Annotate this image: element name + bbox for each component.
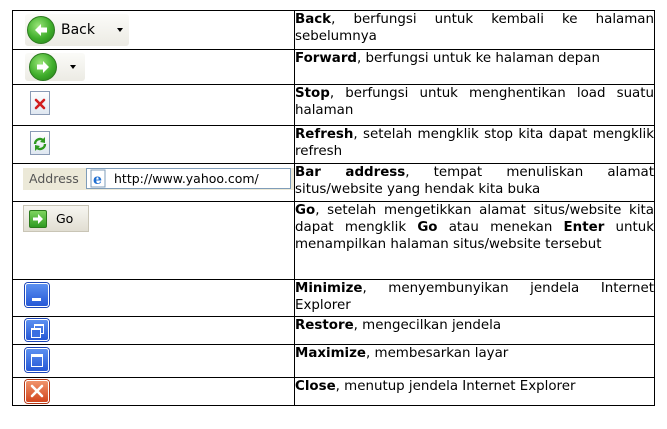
row-description: Stop, berfungsi untuk menghentikan load suatu halaman	[295, 85, 655, 126]
icon-cell	[13, 378, 295, 406]
table-row	[13, 164, 655, 202]
svg-text:e: e	[93, 172, 102, 188]
icon-cell	[13, 126, 295, 164]
stop-icon[interactable]	[30, 91, 50, 115]
row-description: Minimize, menyembunyikan jendela Internet Explorer	[295, 280, 655, 317]
browser-buttons-table	[12, 10, 655, 406]
icon-cell	[13, 85, 295, 126]
table-row	[13, 202, 655, 280]
minimize-icon[interactable]	[25, 283, 49, 307]
refresh-icon[interactable]	[30, 131, 50, 155]
row-description: Maximize, membesarkan layar	[295, 345, 655, 378]
icon-cell	[13, 50, 295, 85]
table-row	[13, 280, 655, 317]
row-description: Back, berfungsi untuk kembali ke halaman sebelumnya	[295, 11, 655, 50]
go-arrow-icon	[29, 210, 47, 228]
table-row	[13, 317, 655, 345]
table-row	[13, 85, 655, 126]
forward-button[interactable]	[25, 53, 85, 81]
row-description: Forward, berfungsi untuk ke halaman depan	[295, 50, 655, 85]
icon-cell	[13, 280, 295, 317]
icon-cell	[13, 317, 295, 345]
icon-cell	[13, 345, 295, 378]
restore-icon[interactable]	[25, 319, 49, 341]
icon-cell	[13, 11, 295, 50]
row-description: Restore, mengecilkan jendela	[295, 317, 655, 345]
go-button[interactable]	[23, 205, 89, 232]
icon-cell	[13, 202, 295, 280]
table-row	[13, 126, 655, 164]
close-icon[interactable]	[25, 380, 49, 403]
back-button[interactable]	[25, 14, 129, 46]
row-description: Refresh, setelah mengklik stop kita dapat mengklik refresh	[295, 126, 655, 164]
address-value: http://www.yahoo.com/	[114, 171, 259, 186]
table-row	[13, 50, 655, 85]
maximize-icon[interactable]	[25, 348, 49, 372]
row-description: Close, menutup jendela Internet Explorer	[295, 378, 655, 406]
ie-page-icon	[90, 169, 110, 188]
address-label: Address	[29, 171, 79, 186]
table-row	[13, 11, 655, 50]
back-arrow-icon	[27, 16, 55, 44]
table-row	[13, 345, 655, 378]
chevron-down-icon[interactable]	[117, 28, 123, 32]
address-input[interactable]	[86, 168, 291, 189]
table-row	[13, 378, 655, 406]
address-bar	[23, 168, 294, 190]
icon-cell	[13, 164, 295, 202]
row-description: Go, setelah mengetikkan alamat situs/website kita dapat mengklik Go atau menekan Enter untuk menampilkan halaman situs/website tersebut	[295, 202, 655, 280]
forward-arrow-icon	[29, 53, 57, 81]
row-description: Bar address, tempat menuliskan alamat situs/website yang hendak kita buka	[295, 164, 655, 202]
go-label: Go	[56, 211, 74, 226]
chevron-down-icon[interactable]	[70, 65, 76, 69]
back-label: Back	[61, 22, 95, 38]
